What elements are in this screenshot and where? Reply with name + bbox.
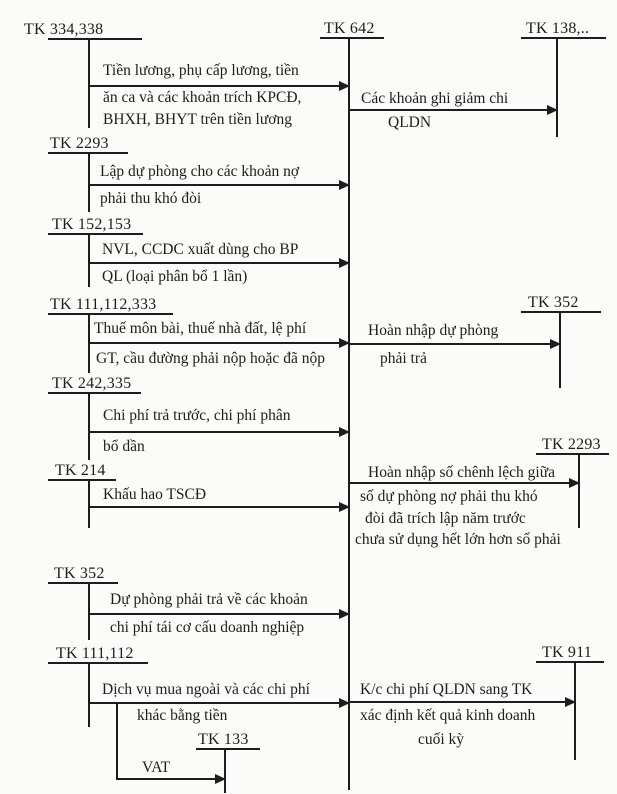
entry-text: QLDN	[388, 114, 432, 131]
account-underline	[48, 479, 116, 481]
account-label: TK 152,153	[52, 216, 132, 233]
main-account-underline	[320, 37, 384, 39]
debit-arrow	[88, 702, 348, 704]
entry-text: Tiền lương, phụ cấp lương, tiền	[103, 62, 299, 79]
account-underline	[48, 233, 143, 235]
entry-text: phải thu khó đòi	[100, 190, 202, 207]
debit-arrow	[88, 431, 348, 433]
account-stem	[88, 392, 90, 460]
account-label: TK 2293	[50, 135, 109, 152]
account-stem	[556, 38, 558, 137]
credit-arrow	[350, 109, 556, 111]
account-label: TK 214	[55, 462, 106, 479]
account-label: TK 352	[528, 294, 579, 311]
entry-text: Khấu hao TSCĐ	[103, 486, 207, 503]
account-stem	[88, 662, 90, 727]
entry-text: BHXH, BHYT trên tiền lương	[103, 111, 292, 128]
credit-arrow	[350, 701, 574, 703]
account-label: TK 911	[542, 644, 592, 661]
entry-text: NVL, CCDC xuất dùng cho BP	[102, 241, 299, 258]
account-label: TK 334,338	[24, 21, 104, 38]
account-underline	[48, 662, 148, 664]
entry-text: bổ dần	[103, 438, 145, 455]
account-stem	[88, 38, 90, 128]
entry-text: Hoàn nhập số chênh lệch giữa	[368, 464, 556, 481]
account-stem	[224, 748, 226, 793]
entry-text: K/c chi phí QLDN sang TK	[360, 681, 533, 698]
account-underline	[48, 582, 118, 584]
account-stem	[559, 312, 561, 388]
account-label: TK 133	[198, 731, 249, 748]
entry-text: Hoàn nhập dự phòng	[368, 322, 499, 339]
debit-arrow	[88, 184, 348, 186]
account-label: TK 111,112,333	[50, 296, 157, 313]
credit-arrow	[350, 343, 559, 345]
entry-text: số dự phòng nợ phải thu khó	[360, 488, 538, 505]
entry-text: chưa sử dụng hết lớn hơn số phải	[355, 531, 561, 548]
account-label: TK 352	[54, 565, 105, 582]
account-underline	[48, 392, 141, 394]
account-underline	[521, 37, 606, 39]
main-account-stem	[348, 38, 350, 790]
debit-arrow	[88, 85, 348, 87]
account-stem	[88, 479, 90, 528]
entry-text: chi phí tái cơ cấu doanh nghiệp	[110, 619, 305, 636]
entry-text: Thuế môn bài, thuế nhà đất, lệ phí	[94, 320, 307, 337]
entry-text: Các khoản ghi giảm chi	[361, 90, 509, 107]
entry-text: Lập dự phòng cho các khoản nợ	[100, 163, 300, 180]
debit-arrow	[88, 262, 348, 264]
account-underline	[536, 661, 604, 663]
account-underline	[536, 453, 609, 455]
entry-text: Dịch vụ mua ngoài và các chi phí	[102, 681, 310, 698]
entry-text: đòi đã trích lập năm trước	[365, 510, 526, 527]
account-label: TK 242,335	[52, 375, 132, 392]
account-label: TK 111,112	[56, 645, 134, 662]
debit-arrow	[88, 613, 348, 615]
entry-text: GT, cầu đường phải nộp hoặc đã nộp	[96, 350, 325, 367]
entry-text: ăn ca và các khoản trích KPCĐ,	[103, 89, 302, 106]
account-underline	[196, 748, 260, 750]
credit-arrow	[350, 482, 578, 484]
vat-branch-line	[116, 702, 118, 780]
account-stem	[578, 454, 580, 528]
entry-text: Chi phí trả trước, chi phí phân	[103, 407, 291, 424]
account-stem	[88, 233, 90, 287]
entry-text: xác định kết quả kinh doanh	[360, 707, 536, 724]
account-underline	[48, 38, 142, 40]
main-account-label: TK 642	[324, 20, 375, 37]
vat-label: VAT	[142, 759, 171, 776]
account-underline	[521, 311, 601, 313]
account-stem	[88, 582, 90, 640]
account-underline	[48, 313, 173, 315]
account-stem	[88, 152, 90, 212]
account-label: TK 138,..	[526, 20, 590, 37]
entry-text: khác bằng tiền	[137, 707, 228, 724]
debit-arrow	[88, 342, 348, 344]
vat-arrow	[116, 778, 224, 780]
entry-text: cuối kỳ	[418, 731, 465, 748]
entry-text: phải trả	[380, 350, 427, 367]
debit-arrow	[88, 506, 348, 508]
entry-text: Dự phòng phải trả về các khoản	[110, 591, 308, 608]
account-stem	[574, 662, 576, 760]
entry-text: QL (loại phân bổ 1 lần)	[102, 268, 248, 285]
account-label: TK 2293	[542, 436, 601, 453]
